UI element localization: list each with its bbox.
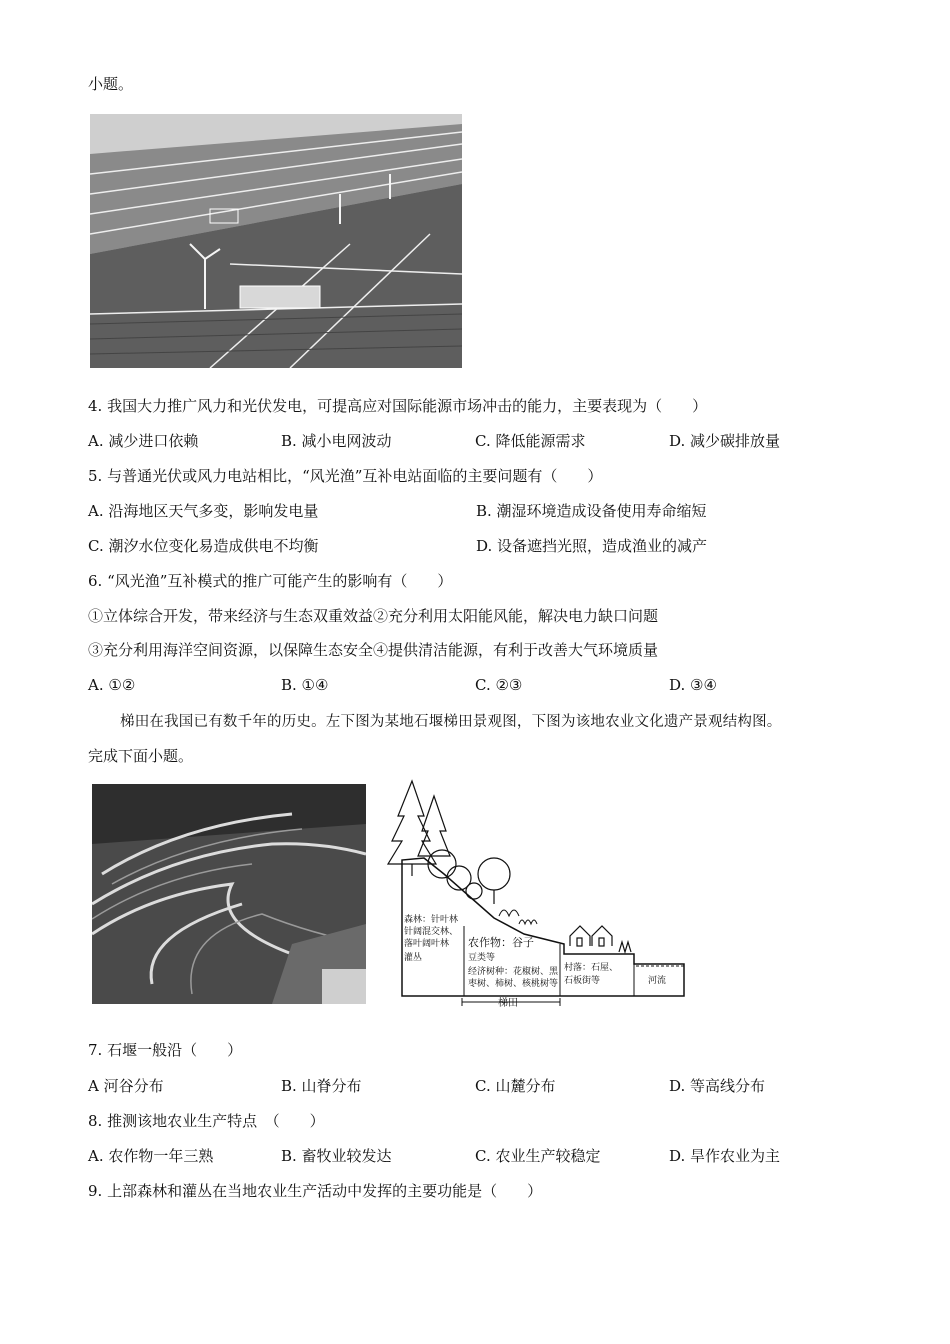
q6-statements-1: ①立体综合开发，带来经济与生态双重效益②充分利用太阳能风能，解决电力缺口问题 [88,607,659,625]
question-7-stem: 7. 石堰一般沿（ ） [88,1041,243,1059]
label-crops-1: 农作物：谷子 [468,936,534,949]
question-5-stem: 5. 与普通光伏或风力电站相比，“风光渔”互补电站面临的主要问题有（ ） [88,467,603,485]
wind-fishery-photo [90,114,462,368]
terrace-passage-line-2: 完成下面小题。 [88,747,194,765]
label-village-1: 村落：石屋、 [564,963,619,973]
label-forest-2: 针阔混交林、 [404,927,459,937]
q6-option-d: D. ③④ [669,676,717,694]
q7-option-d: D. 等高线分布 [669,1077,766,1095]
label-terrace: 梯田 [498,998,518,1008]
q7-option-c: C. 山麓分布 [475,1077,556,1095]
q5-option-c: C. 潮汐水位变化易造成供电不均衡 [88,537,319,555]
intro-tail: 小题。 [88,75,134,93]
q6-statements-2: ③充分利用海洋空间资源，以保障生态安全④提供清洁能源，有利于改善大气环境质量 [88,641,659,659]
q4-option-a: A. 减少进口依赖 [88,432,199,450]
q7-option-a: A 河谷分布 [88,1077,164,1095]
terrace-photo [92,784,366,1004]
label-crops-2: 豆类等 [468,953,496,963]
q8-option-d: D. 旱作农业为主 [669,1147,781,1165]
label-trees-2: 枣树、柿树、核桃树等 [468,979,559,989]
q8-option-b: B. 畜牧业较发达 [281,1147,392,1165]
label-village-2: 石板街等 [564,976,601,986]
q4-option-c: C. 降低能源需求 [475,432,586,450]
question-8-stem: 8. 推测该地农业生产特点 （ ） [88,1112,325,1130]
q5-option-a: A. 沿海地区天气多变，影响发电量 [88,502,319,520]
shrub-icon [499,910,537,924]
q8-option-c: C. 农业生产较稳定 [475,1147,601,1165]
question-4-stem: 4. 我国大力推广风力和光伏发电，可提高应对国际能源市场冲击的能力，主要表现为（ ） [88,397,708,415]
q5-option-b: B. 潮湿环境造成设备使用寿命缩短 [476,502,707,520]
q6-option-c: C. ②③ [475,676,523,694]
house-icon [570,926,631,952]
terrace-passage-line-1: 梯田在我国已有数千年的历史。左下图为某地石堰梯田景观图，下图为该地农业文化遗产景观结构图。 [120,714,782,730]
q6-option-b: B. ①④ [281,676,329,694]
label-river: 河流 [648,976,667,986]
landscape-structure-diagram [374,776,690,1008]
question-6-stem: 6. “风光渔”互补模式的推广可能产生的影响有（ ） [88,572,453,590]
conifer-tree-icon [388,781,450,876]
question-9-stem: 9. 上部森林和灌丛在当地农业生产活动中发挥的主要功能是（ ） [88,1182,543,1200]
q4-option-d: D. 减少碳排放量 [669,432,781,450]
q4-option-b: B. 减小电网波动 [281,432,392,450]
label-forest-3: 落叶阔叶林 [404,939,450,949]
q6-option-a: A. ①② [88,676,136,694]
label-forest-1: 森林：针叶林 [404,915,459,925]
q5-option-d: D. 设备遮挡光照，造成渔业的减产 [476,537,708,555]
q7-option-b: B. 山脊分布 [281,1077,362,1095]
label-trees-1: 经济树种：花椒树、黑 [468,967,559,977]
label-shrub: 灌丛 [404,953,423,963]
q8-option-a: A. 农作物一年三熟 [88,1147,214,1165]
